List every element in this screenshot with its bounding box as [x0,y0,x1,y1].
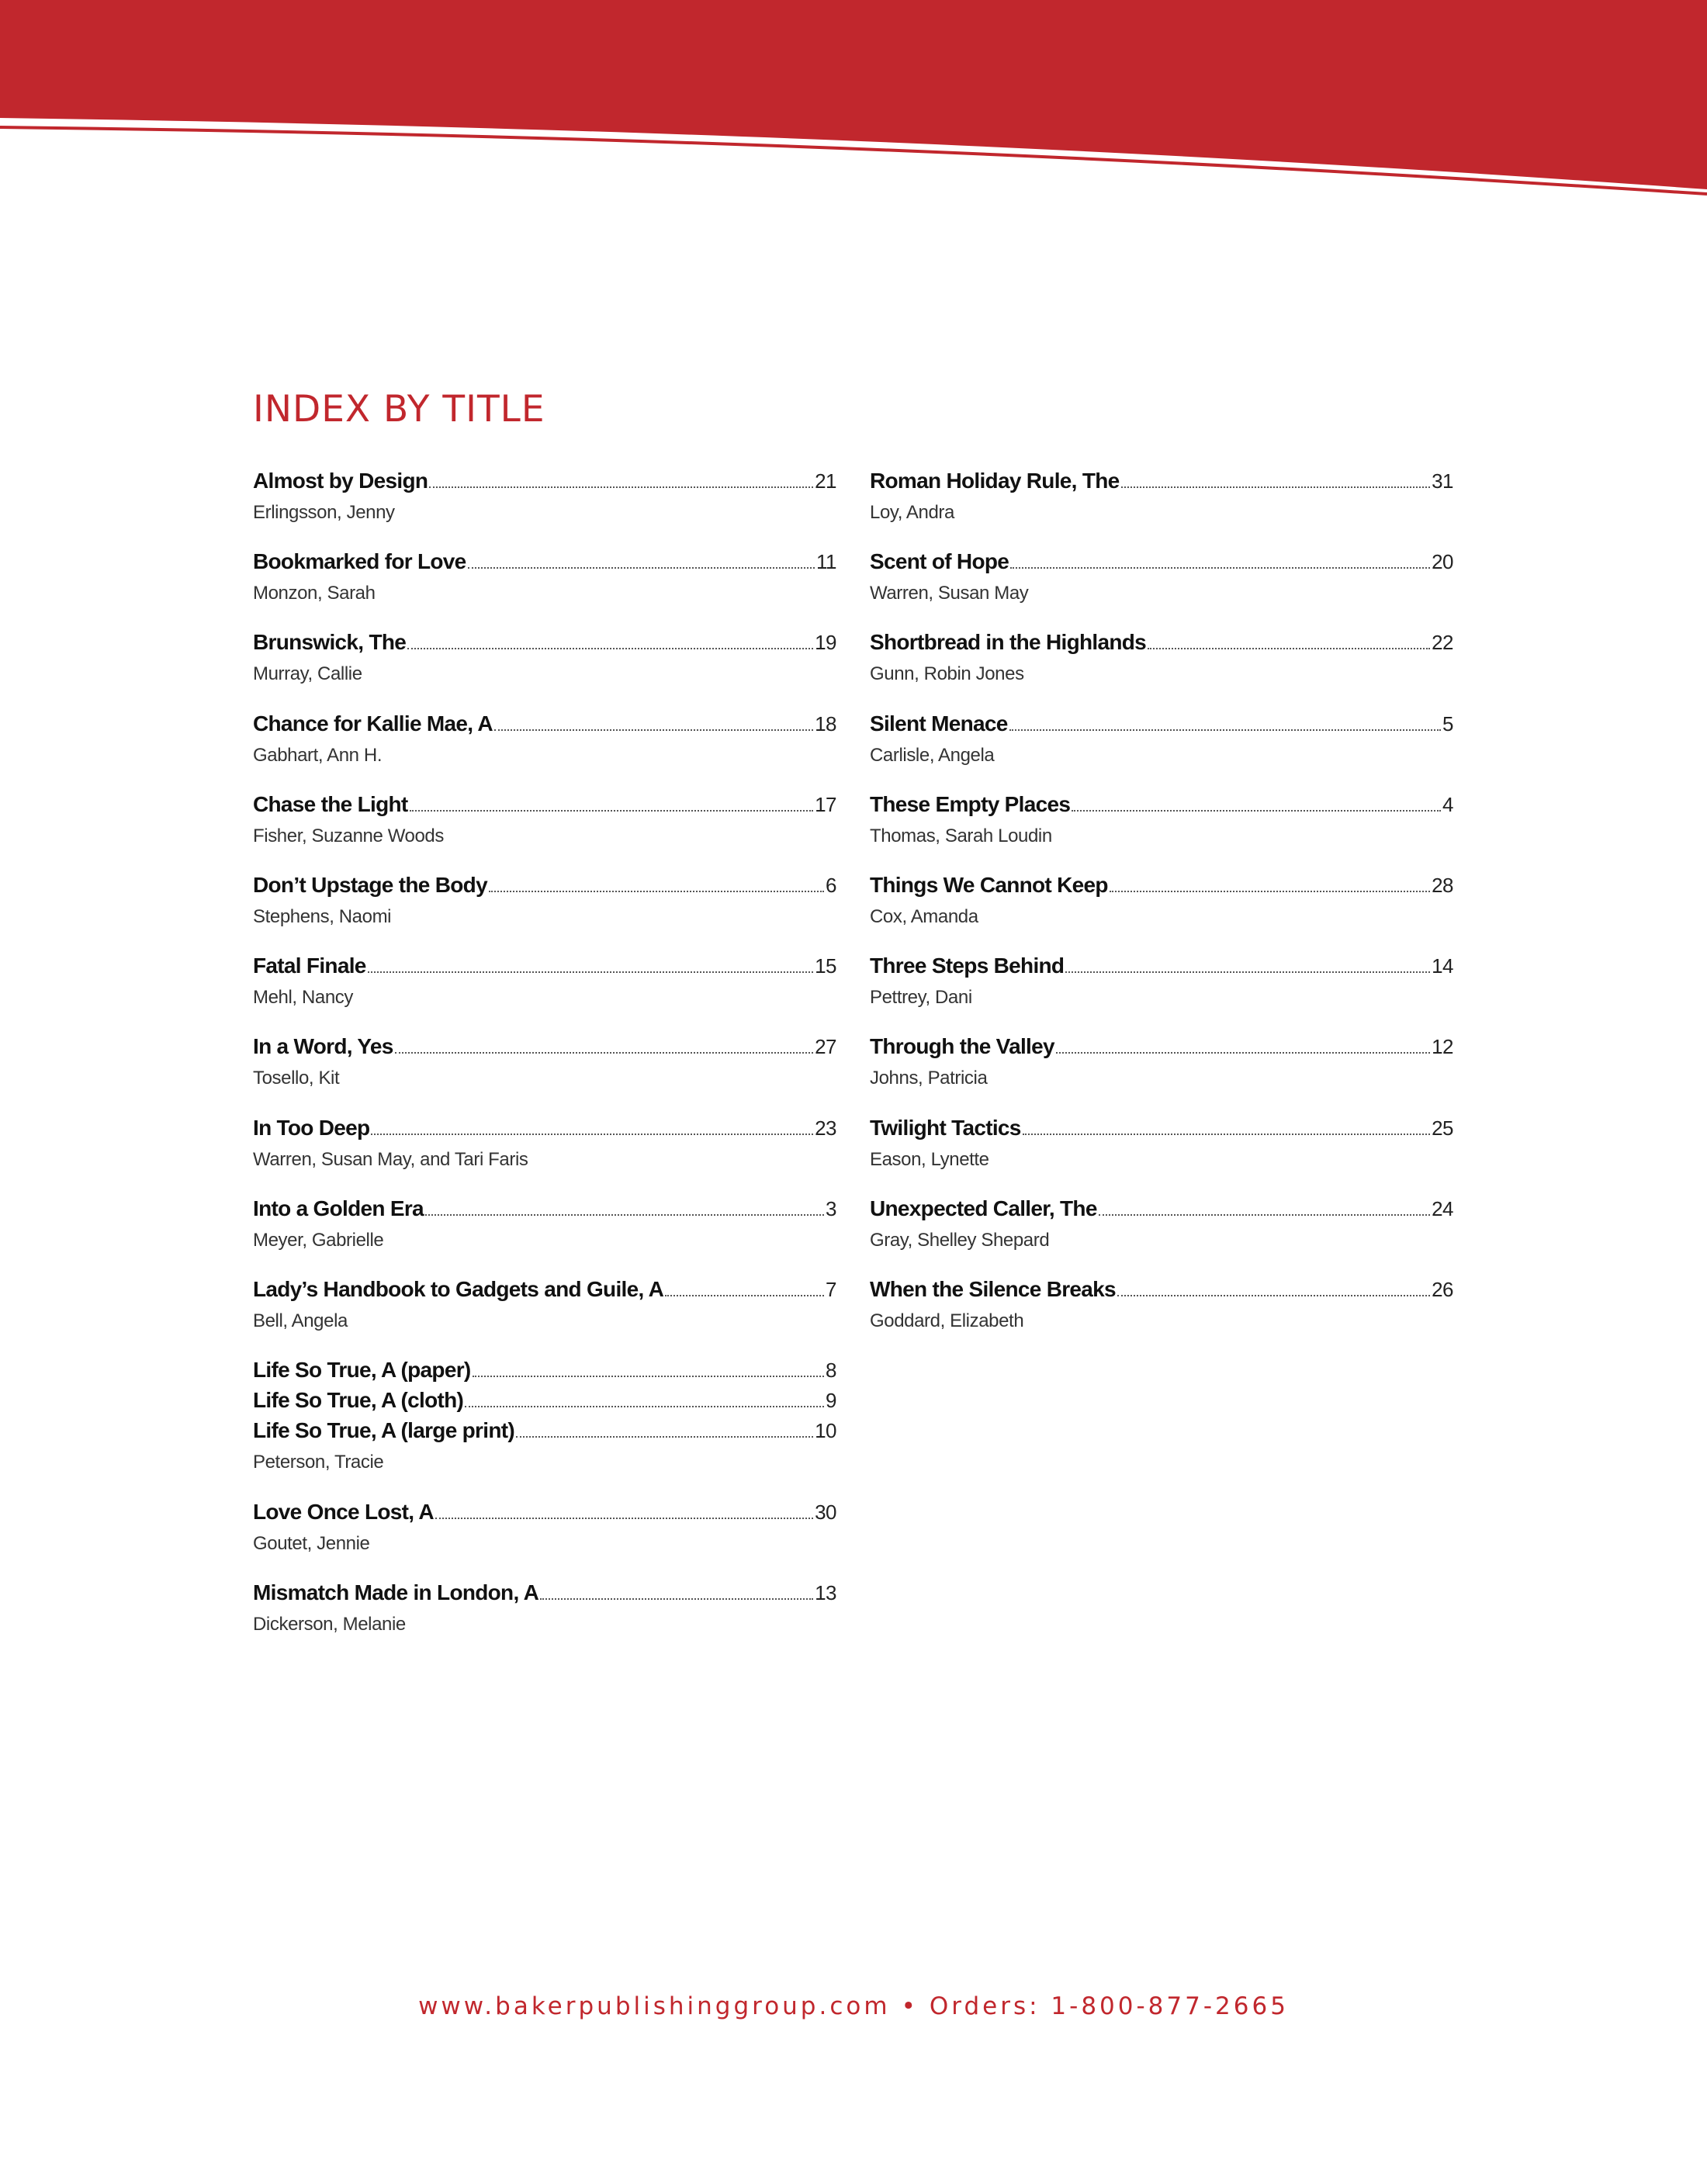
page-number: 17 [815,792,836,816]
book-title: When the Silence Breaks [870,1276,1116,1301]
book-title: Love Once Lost, A [253,1500,434,1525]
index-entry [870,1277,1453,1358]
book-title: These Empty Places [870,791,1071,816]
dot-leader [665,1295,824,1296]
index-title-line[interactable] [870,873,1453,903]
author-name: Gabhart, Ann H. [253,744,383,766]
index-column-right [870,469,1453,1358]
author-name: Murray, Callie [253,663,362,685]
dot-leader [425,1214,824,1216]
index-entry [253,1277,836,1358]
page-number: 19 [815,631,836,655]
index-entry [253,1580,836,1661]
dot-leader [395,1052,814,1054]
author-name: Erlingsson, Jenny [253,502,395,523]
dot-leader [473,1376,825,1377]
page-number: 3 [826,1196,836,1220]
index-entry [253,1500,836,1580]
index-title-line[interactable] [870,1196,1453,1227]
dot-leader [1065,971,1430,973]
dot-leader [1056,1052,1430,1054]
dot-leader [371,1134,813,1135]
page-number: 18 [815,711,836,735]
index-title-line[interactable] [253,1196,836,1227]
dot-leader [407,648,813,649]
index-title-line[interactable] [870,792,1453,822]
index-title-line[interactable] [253,630,836,660]
page-number: 8 [826,1359,836,1383]
dot-leader [1110,891,1430,892]
book-title: Lady’s Handbook to Gadgets and Guile, A [253,1276,664,1301]
index-entry [253,1196,836,1277]
index-entry [253,1034,836,1115]
book-title: Brunswick, The [253,630,407,655]
author-name: Thomas, Sarah Loudin [870,825,1052,846]
book-title: Don’t Upstage the Body [253,872,487,897]
index-entry [870,469,1453,549]
author-name: Mehl, Nancy [253,987,353,1009]
index-title-line[interactable] [870,1034,1453,1064]
book-title: Unexpected Caller, The [870,1196,1097,1220]
author-name: Warren, Susan May, and Tari Faris [253,1148,528,1170]
index-title-line[interactable] [870,1277,1453,1307]
dot-leader [489,891,824,892]
author-name: Pettrey, Dani [870,987,972,1009]
index-title-line[interactable] [253,1388,836,1418]
index-entry [870,873,1453,954]
header-swoosh-banner [0,0,1707,202]
index-entry [253,873,836,954]
index-entry [870,1196,1453,1277]
page-number: 6 [826,873,836,897]
dot-leader [1010,567,1430,569]
index-title-line[interactable] [870,630,1453,660]
dot-leader [1148,648,1430,649]
dot-leader [410,810,814,812]
dot-leader [540,1598,813,1600]
dot-leader [1117,1295,1430,1296]
page-number: 22 [1432,631,1453,655]
page-number: 4 [1442,792,1453,816]
author-name: Peterson, Tracie [253,1452,384,1473]
book-title: Silent Menace [870,711,1008,735]
author-name: Monzon, Sarah [253,583,376,604]
footer-contact [0,1992,1707,2020]
author-name: Cox, Amanda [870,905,978,927]
page-title: INDEX BY TITLE [253,388,545,431]
index-title-line[interactable] [870,469,1453,499]
book-title: Life So True, A (paper) [253,1358,471,1383]
page-number: 14 [1432,954,1453,978]
index-entry [870,792,1453,873]
author-name: Loy, Andra [870,502,954,523]
index-entry [253,469,836,549]
book-title: Mismatch Made in London, A [253,1580,539,1605]
author-name: Eason, Lynette [870,1148,989,1170]
page-number: 5 [1442,711,1453,735]
book-title: Bookmarked for Love [253,549,466,574]
index-title-line[interactable] [253,711,836,742]
index-entry [253,792,836,873]
index-column-left [253,469,836,1661]
index-title-line[interactable] [253,1500,836,1530]
footer-separator: • [901,1992,919,2020]
index-title-line[interactable] [253,549,836,580]
page-number: 28 [1432,873,1453,897]
index-title-line[interactable] [253,873,836,903]
author-name: Gray, Shelley Shepard [870,1229,1050,1251]
author-name: Fisher, Suzanne Woods [253,825,444,846]
index-entry [253,630,836,711]
book-title: Shortbread in the Highlands [870,630,1147,655]
index-title-line[interactable] [253,954,836,984]
footer-website-link[interactable]: www.bakerpublishinggroup.com [418,1992,891,2020]
author-name: Gunn, Robin Jones [870,663,1024,685]
page-number: 11 [816,550,836,574]
book-title: Fatal Finale [253,954,366,978]
index-title-line[interactable] [253,792,836,822]
dot-leader [429,486,813,488]
dot-leader [1023,1134,1430,1135]
book-title: In a Word, Yes [253,1034,393,1059]
book-title: Life So True, A (cloth) [253,1388,464,1413]
page-number: 30 [815,1500,836,1525]
index-title-line[interactable] [253,1034,836,1064]
index-title-line[interactable] [253,1116,836,1146]
book-title: Three Steps Behind [870,954,1065,978]
page-number: 15 [815,954,836,978]
page-number: 13 [815,1581,836,1605]
index-title-line[interactable] [253,469,836,499]
index-title-line[interactable] [870,954,1453,984]
dot-leader [1009,729,1441,731]
book-title: Scent of Hope [870,549,1009,574]
book-title: Through the Valley [870,1034,1054,1059]
author-name: Tosello, Kit [253,1068,340,1089]
index-entry [870,1116,1453,1196]
dot-leader [516,1436,813,1438]
page-number: 20 [1432,550,1453,574]
index-entry [253,549,836,630]
index-title-line[interactable] [870,711,1453,742]
dot-leader [465,1406,824,1407]
dot-leader [1072,810,1441,812]
index-entry [870,549,1453,630]
page-number: 31 [1432,469,1453,493]
index-entry [870,954,1453,1034]
dot-leader [435,1518,813,1519]
book-title: Almost by Design [253,469,428,493]
book-title: Life So True, A (large print) [253,1418,514,1443]
index-title-line[interactable] [253,1418,836,1449]
book-title: Things We Cannot Keep [870,872,1108,897]
book-title: Twilight Tactics [870,1115,1021,1140]
book-title: Roman Holiday Rule, The [870,469,1120,493]
page-number: 7 [826,1277,836,1301]
author-name: Stephens, Naomi [253,905,392,927]
index-entry [253,954,836,1034]
index-entry [253,1358,836,1500]
index-title-line[interactable] [870,549,1453,580]
author-name: Goddard, Elizabeth [870,1310,1024,1331]
page-number: 25 [1432,1116,1453,1140]
page-number: 27 [815,1035,836,1059]
author-name: Meyer, Gabrielle [253,1229,384,1251]
index-title-line[interactable] [870,1116,1453,1146]
index-title-line[interactable] [253,1277,836,1307]
index-entry [870,711,1453,792]
book-title: Chase the Light [253,791,408,816]
dot-leader [1099,1214,1430,1216]
author-name: Carlisle, Angela [870,744,995,766]
index-entry [870,630,1453,711]
dot-leader [468,567,815,569]
page-number: 12 [1432,1035,1453,1059]
page-number: 26 [1432,1277,1453,1301]
author-name: Bell, Angela [253,1310,348,1331]
book-title: Chance for Kallie Mae, A [253,711,493,735]
index-entry [253,711,836,792]
book-title: In Too Deep [253,1115,370,1140]
dot-leader [1121,486,1431,488]
index-entry [253,1116,836,1196]
author-name: Johns, Patricia [870,1068,988,1089]
index-title-line[interactable] [253,1358,836,1388]
index-entry [870,1034,1453,1115]
page-number: 24 [1432,1196,1453,1220]
page-number: 23 [815,1116,836,1140]
dot-leader [368,971,813,973]
footer-orders-phone: Orders: 1-800-877-2665 [929,1992,1289,2020]
page-number: 10 [815,1419,836,1443]
index-title-line[interactable] [253,1580,836,1611]
dot-leader [494,729,813,731]
page-number: 9 [826,1389,836,1413]
author-name: Warren, Susan May [870,583,1029,604]
book-title: Into a Golden Era [253,1196,424,1220]
author-name: Goutet, Jennie [253,1533,370,1555]
page-number: 21 [815,469,836,493]
author-name: Dickerson, Melanie [253,1614,406,1635]
